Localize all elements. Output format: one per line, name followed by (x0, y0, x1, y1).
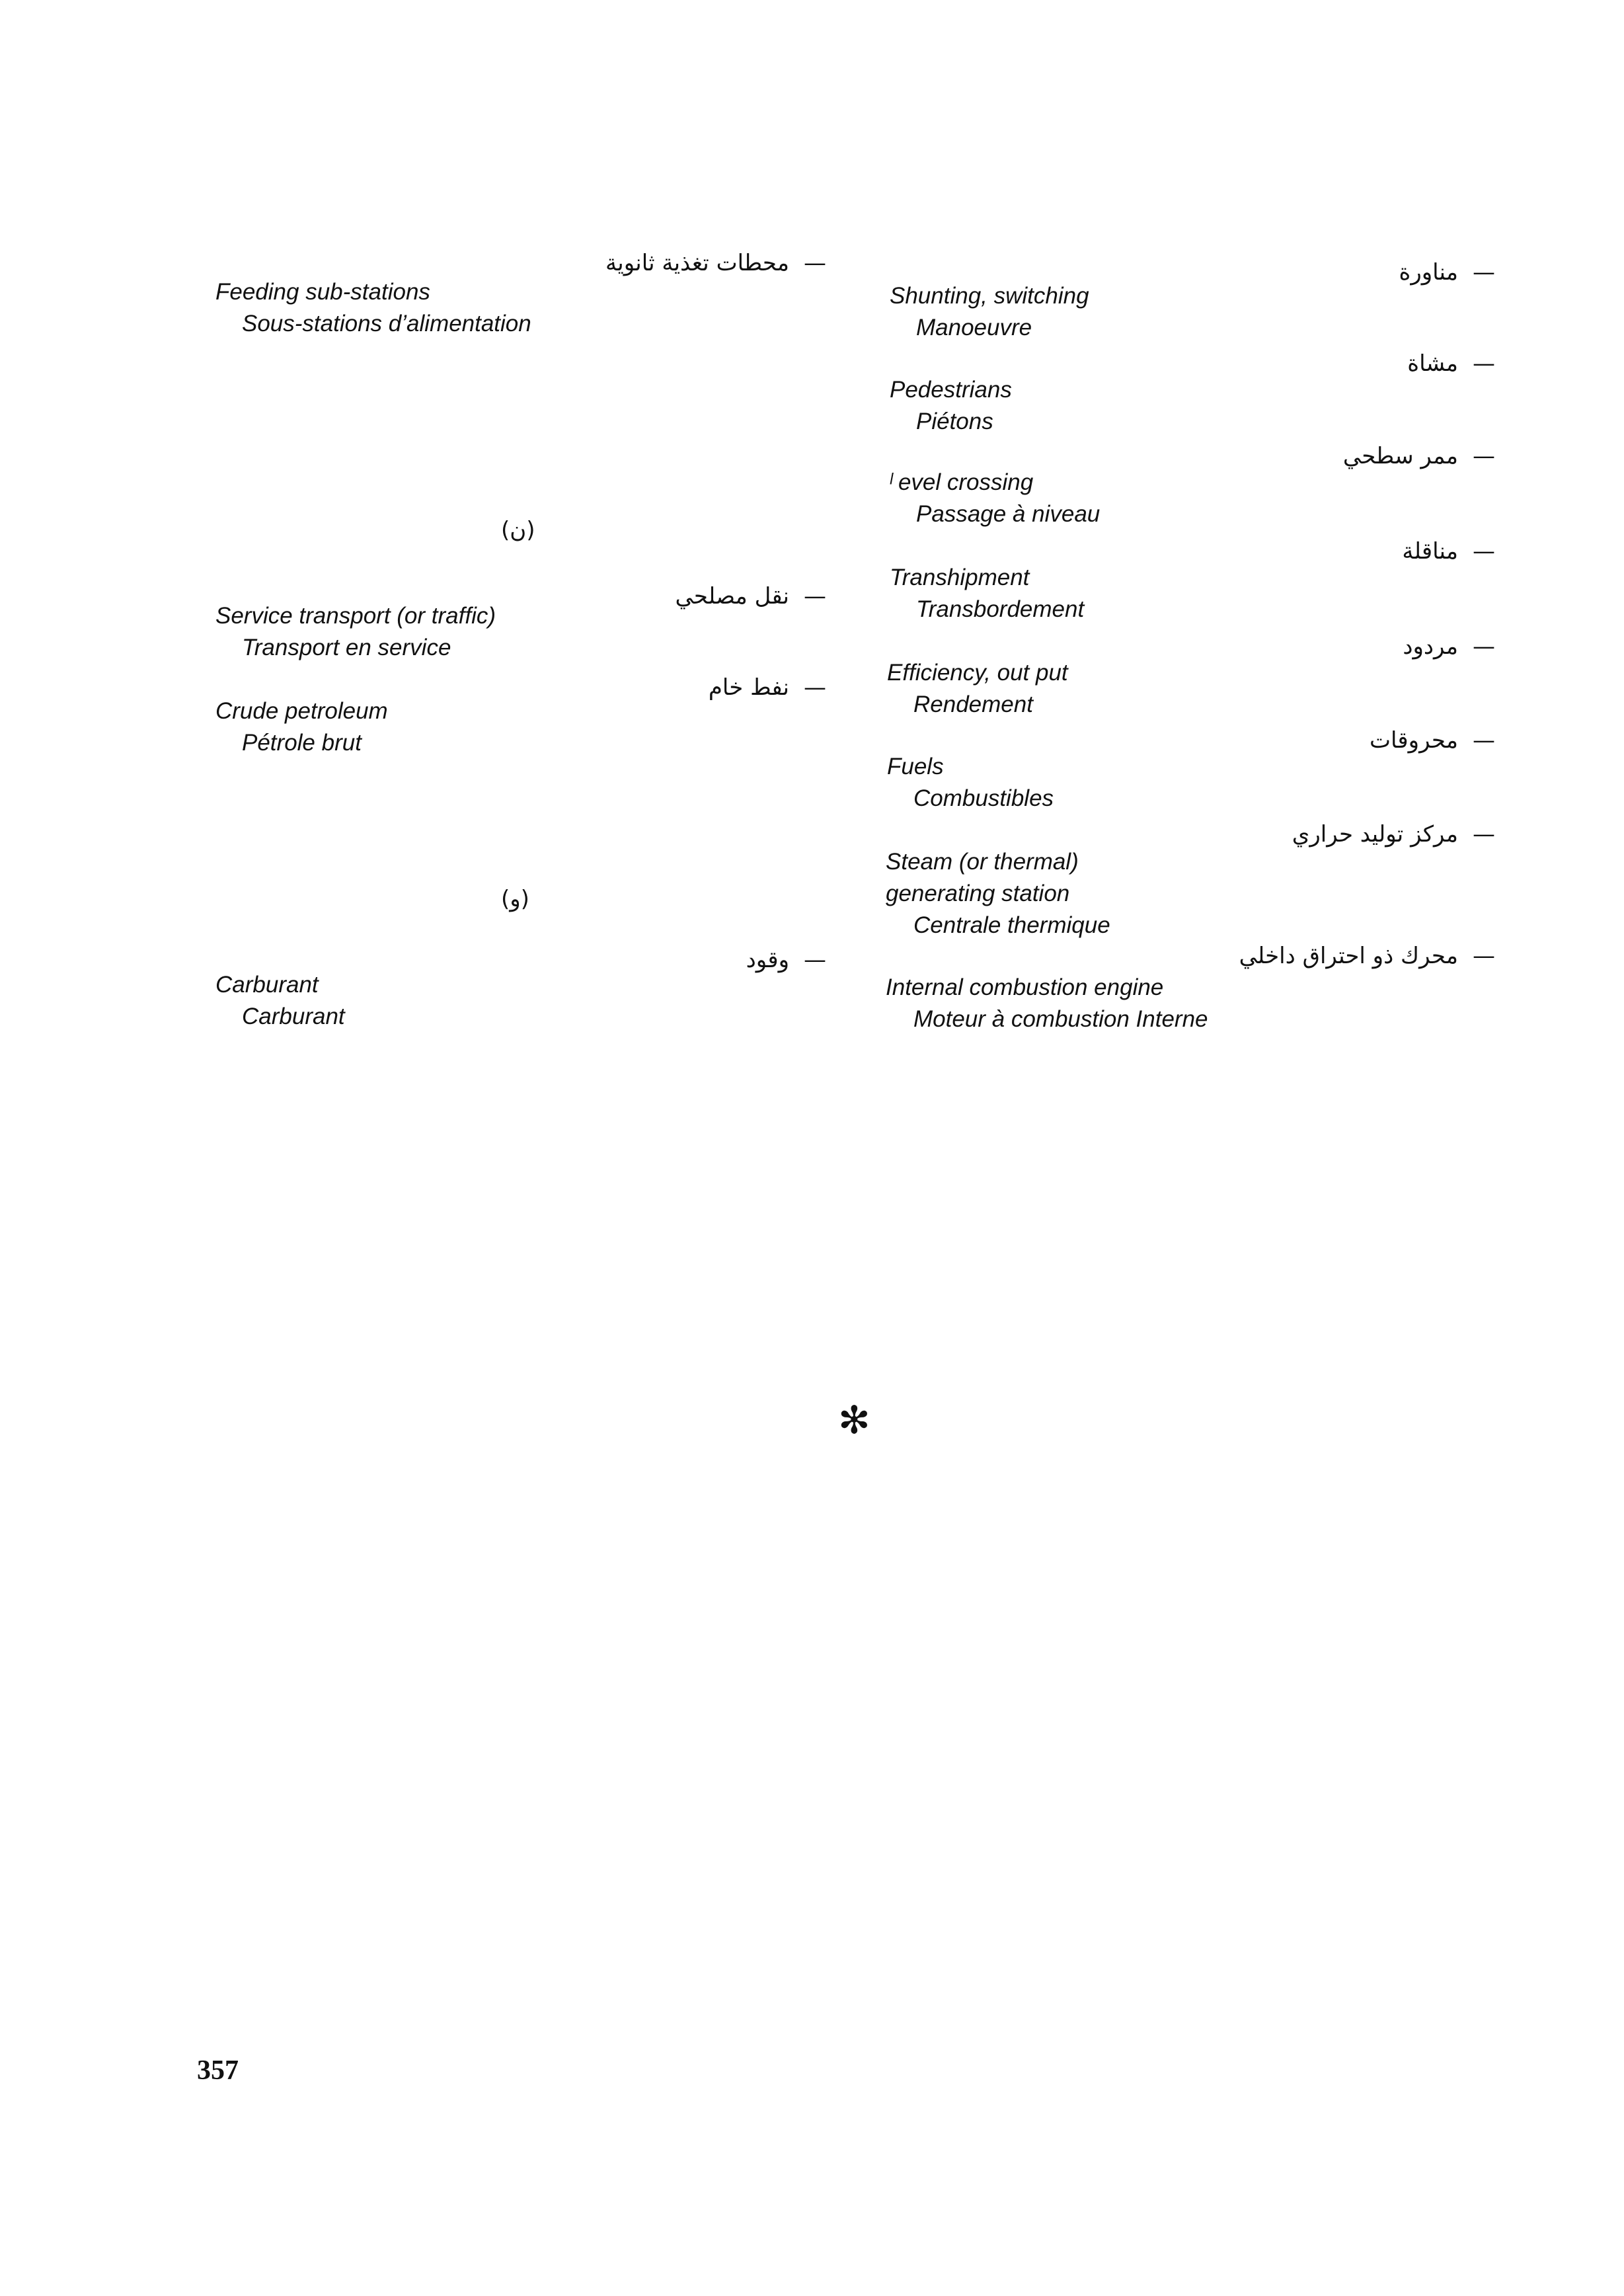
arabic-term (676, 582, 826, 611)
section-letter: (و) (501, 886, 529, 912)
arabic-term-text: وقود (746, 947, 789, 973)
french-term: Pétrole brut (242, 730, 362, 756)
dash: — (1473, 821, 1495, 848)
arabic-term-text: نقل مصلحي (675, 583, 789, 610)
french-term: Passage à niveau (916, 501, 1101, 527)
page-number: 357 (197, 2055, 239, 2086)
english-term: Carburant (215, 972, 319, 998)
arabic-term (1399, 258, 1495, 287)
arabic-term-text: مناورة (1399, 259, 1458, 286)
arabic-term-text: مردود (1403, 633, 1458, 660)
english-term: Transhipment (890, 565, 1030, 590)
arabic-term-text: ممر سطحي (1342, 443, 1458, 469)
french-term: Moteur à combustion Interne (913, 1006, 1208, 1032)
dash: — (1473, 943, 1495, 969)
dash: — (804, 947, 826, 973)
arabic-term-text: نفط خام (708, 674, 789, 701)
french-term: Transbordement (916, 596, 1085, 622)
english-term: Fuels (887, 754, 944, 779)
english-term: Feeding sub-stations (215, 279, 430, 305)
arabic-term (746, 945, 826, 974)
arabic-term (1292, 820, 1495, 849)
dash: — (1473, 538, 1495, 565)
dash: — (804, 583, 826, 610)
english-term: ˡ evel crossing (890, 469, 1034, 495)
dash: — (1473, 259, 1495, 286)
english-term: Internal combustion engine (886, 974, 1164, 1000)
arabic-term-text: مشاة (1407, 350, 1458, 377)
dash: — (804, 250, 826, 276)
french-term: Combustibles (913, 785, 1054, 811)
arabic-term (1343, 442, 1495, 471)
french-term: Piétons (916, 409, 993, 434)
section-letter: (ن) (501, 517, 535, 543)
dash: — (1473, 727, 1495, 754)
french-term: Centrale thermique (913, 912, 1110, 938)
dash: — (1473, 633, 1495, 660)
arabic-term-text: محرك ذو احتراق داخلي (1239, 943, 1458, 969)
arabic-term (1370, 726, 1495, 755)
arabic-term (709, 673, 826, 702)
french-term: Carburant (242, 1004, 345, 1029)
arabic-term (1407, 349, 1495, 378)
arabic-term (1239, 941, 1495, 970)
arabic-term-text: مركز توليد حراري (1292, 821, 1458, 848)
english-term: Efficiency, out put (887, 660, 1068, 686)
arabic-term (1403, 632, 1495, 661)
english-term: Service transport (or traffic) (215, 603, 496, 629)
english-term-continued: generating station (886, 881, 1070, 906)
english-term: Shunting, switching (890, 283, 1089, 309)
arabic-term-text: مناقلة (1402, 538, 1458, 565)
dash: — (1473, 350, 1495, 377)
arabic-term (1402, 537, 1495, 566)
french-term: Transport en service (242, 635, 451, 660)
french-term: Sous-stations d’alimentation (242, 311, 531, 336)
separator-asterisk: ✻ (838, 1398, 870, 1443)
english-term: Pedestrians (890, 377, 1012, 403)
french-term: Manoeuvre (916, 315, 1032, 340)
arabic-term-text: محروقات (1370, 727, 1458, 754)
dash: — (1473, 443, 1495, 469)
english-term: Steam (or thermal) (886, 849, 1079, 875)
english-term: Crude petroleum (215, 698, 388, 724)
arabic-term (605, 249, 826, 278)
arabic-term-text: محطات تغذية ثانوية (605, 250, 789, 276)
dash: — (804, 674, 826, 701)
french-term: Rendement (913, 692, 1033, 717)
